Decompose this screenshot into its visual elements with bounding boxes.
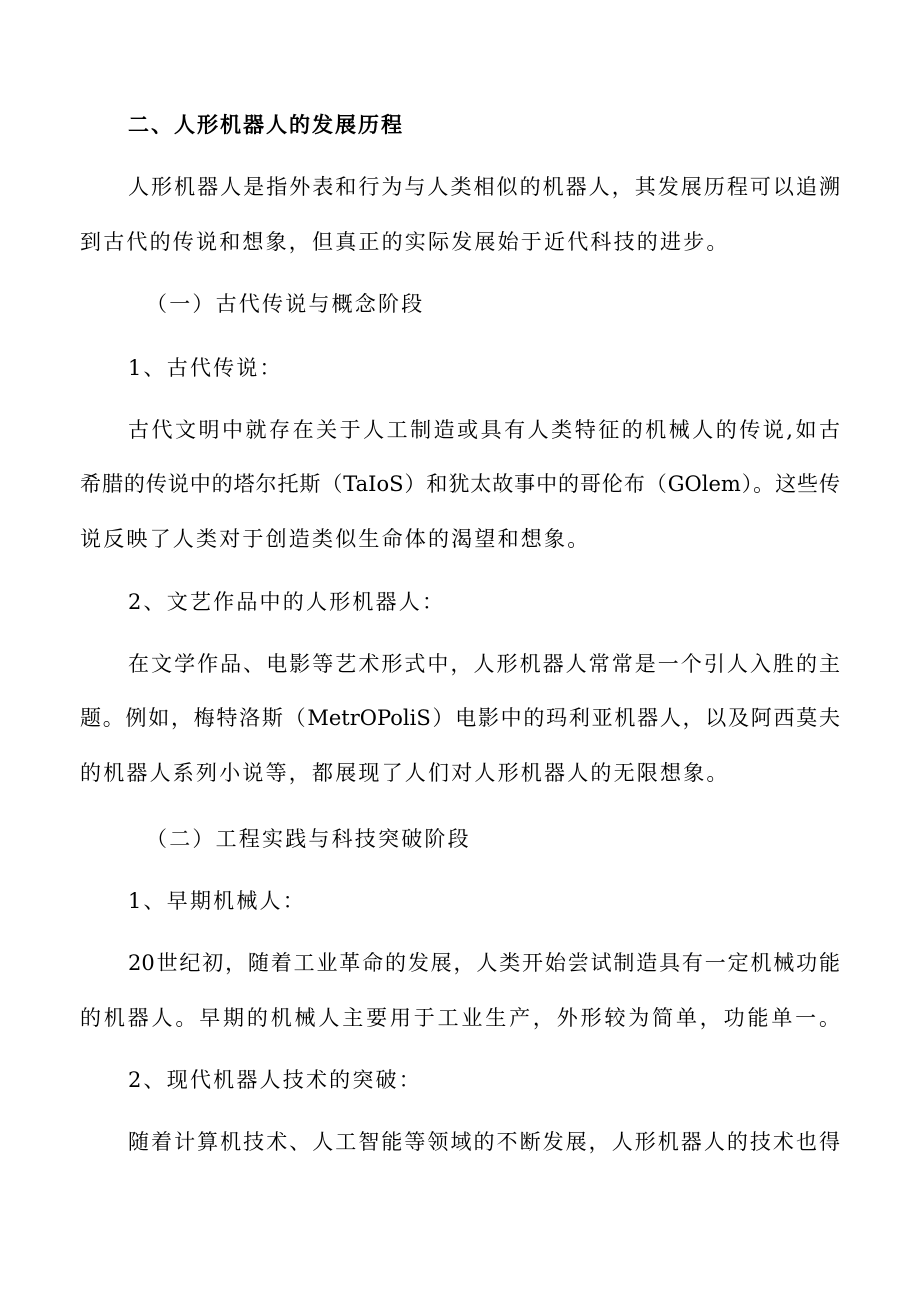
part2-item2-line-1: 随着计算机技术、人工智能等领域的不断发展，人形机器人的技术也得 (128, 1130, 840, 1154)
part1-item2-line-2: 题。例如，梅特洛斯（MetrOPoliS）电影中的玛利亚机器人，以及阿西莫夫 (80, 706, 840, 730)
part2-item1-title: 1、早期机械人： (128, 889, 306, 913)
part2-title: （二）工程实践与科技突破阶段 (146, 827, 471, 851)
section-title: 二、人形机器人的发展历程 (128, 113, 404, 137)
part1-item2-line-1: 在文学作品、电影等艺术形式中，人形机器人常常是一个引人入胜的主 (128, 652, 840, 676)
part1-item2-title: 2、文艺作品中的人形机器人： (128, 590, 446, 614)
part2-item1-line-2: 的机器人。早期的机械人主要用于工业生产，外形较为简单，功能单一。 (80, 1006, 840, 1030)
part1-item1-line-2: 希腊的传说中的塔尔托斯（TaIoS）和犹太故事中的哥伦布（GOlem）。这些传 (80, 472, 840, 496)
part1-item1-line-3: 说反映了人类对于创造类似生命体的渴望和想象。 (80, 527, 591, 551)
part2-item1-line-1: 20世纪初，随着工业革命的发展，人类开始尝试制造具有一定机械功能 (128, 951, 840, 975)
part1-item1-line-1: 古代文明中就存在关于人工制造或具有人类特征的机械人的传说,如古 (128, 418, 840, 442)
intro-line-1: 人形机器人是指外表和行为与人类相似的机器人，其发展历程可以追溯 (128, 175, 840, 199)
intro-line-2: 到古代的传说和想象，但真正的实际发展始于近代科技的进步。 (80, 230, 730, 254)
part1-title: （一）古代传说与概念阶段 (146, 292, 425, 316)
part1-item2-line-3: 的机器人系列小说等，都展现了人们对人形机器人的无限想象。 (80, 761, 730, 785)
part2-item2-title: 2、现代机器人技术的突破： (128, 1068, 422, 1092)
part1-item1-title: 1、古代传说： (128, 356, 283, 380)
